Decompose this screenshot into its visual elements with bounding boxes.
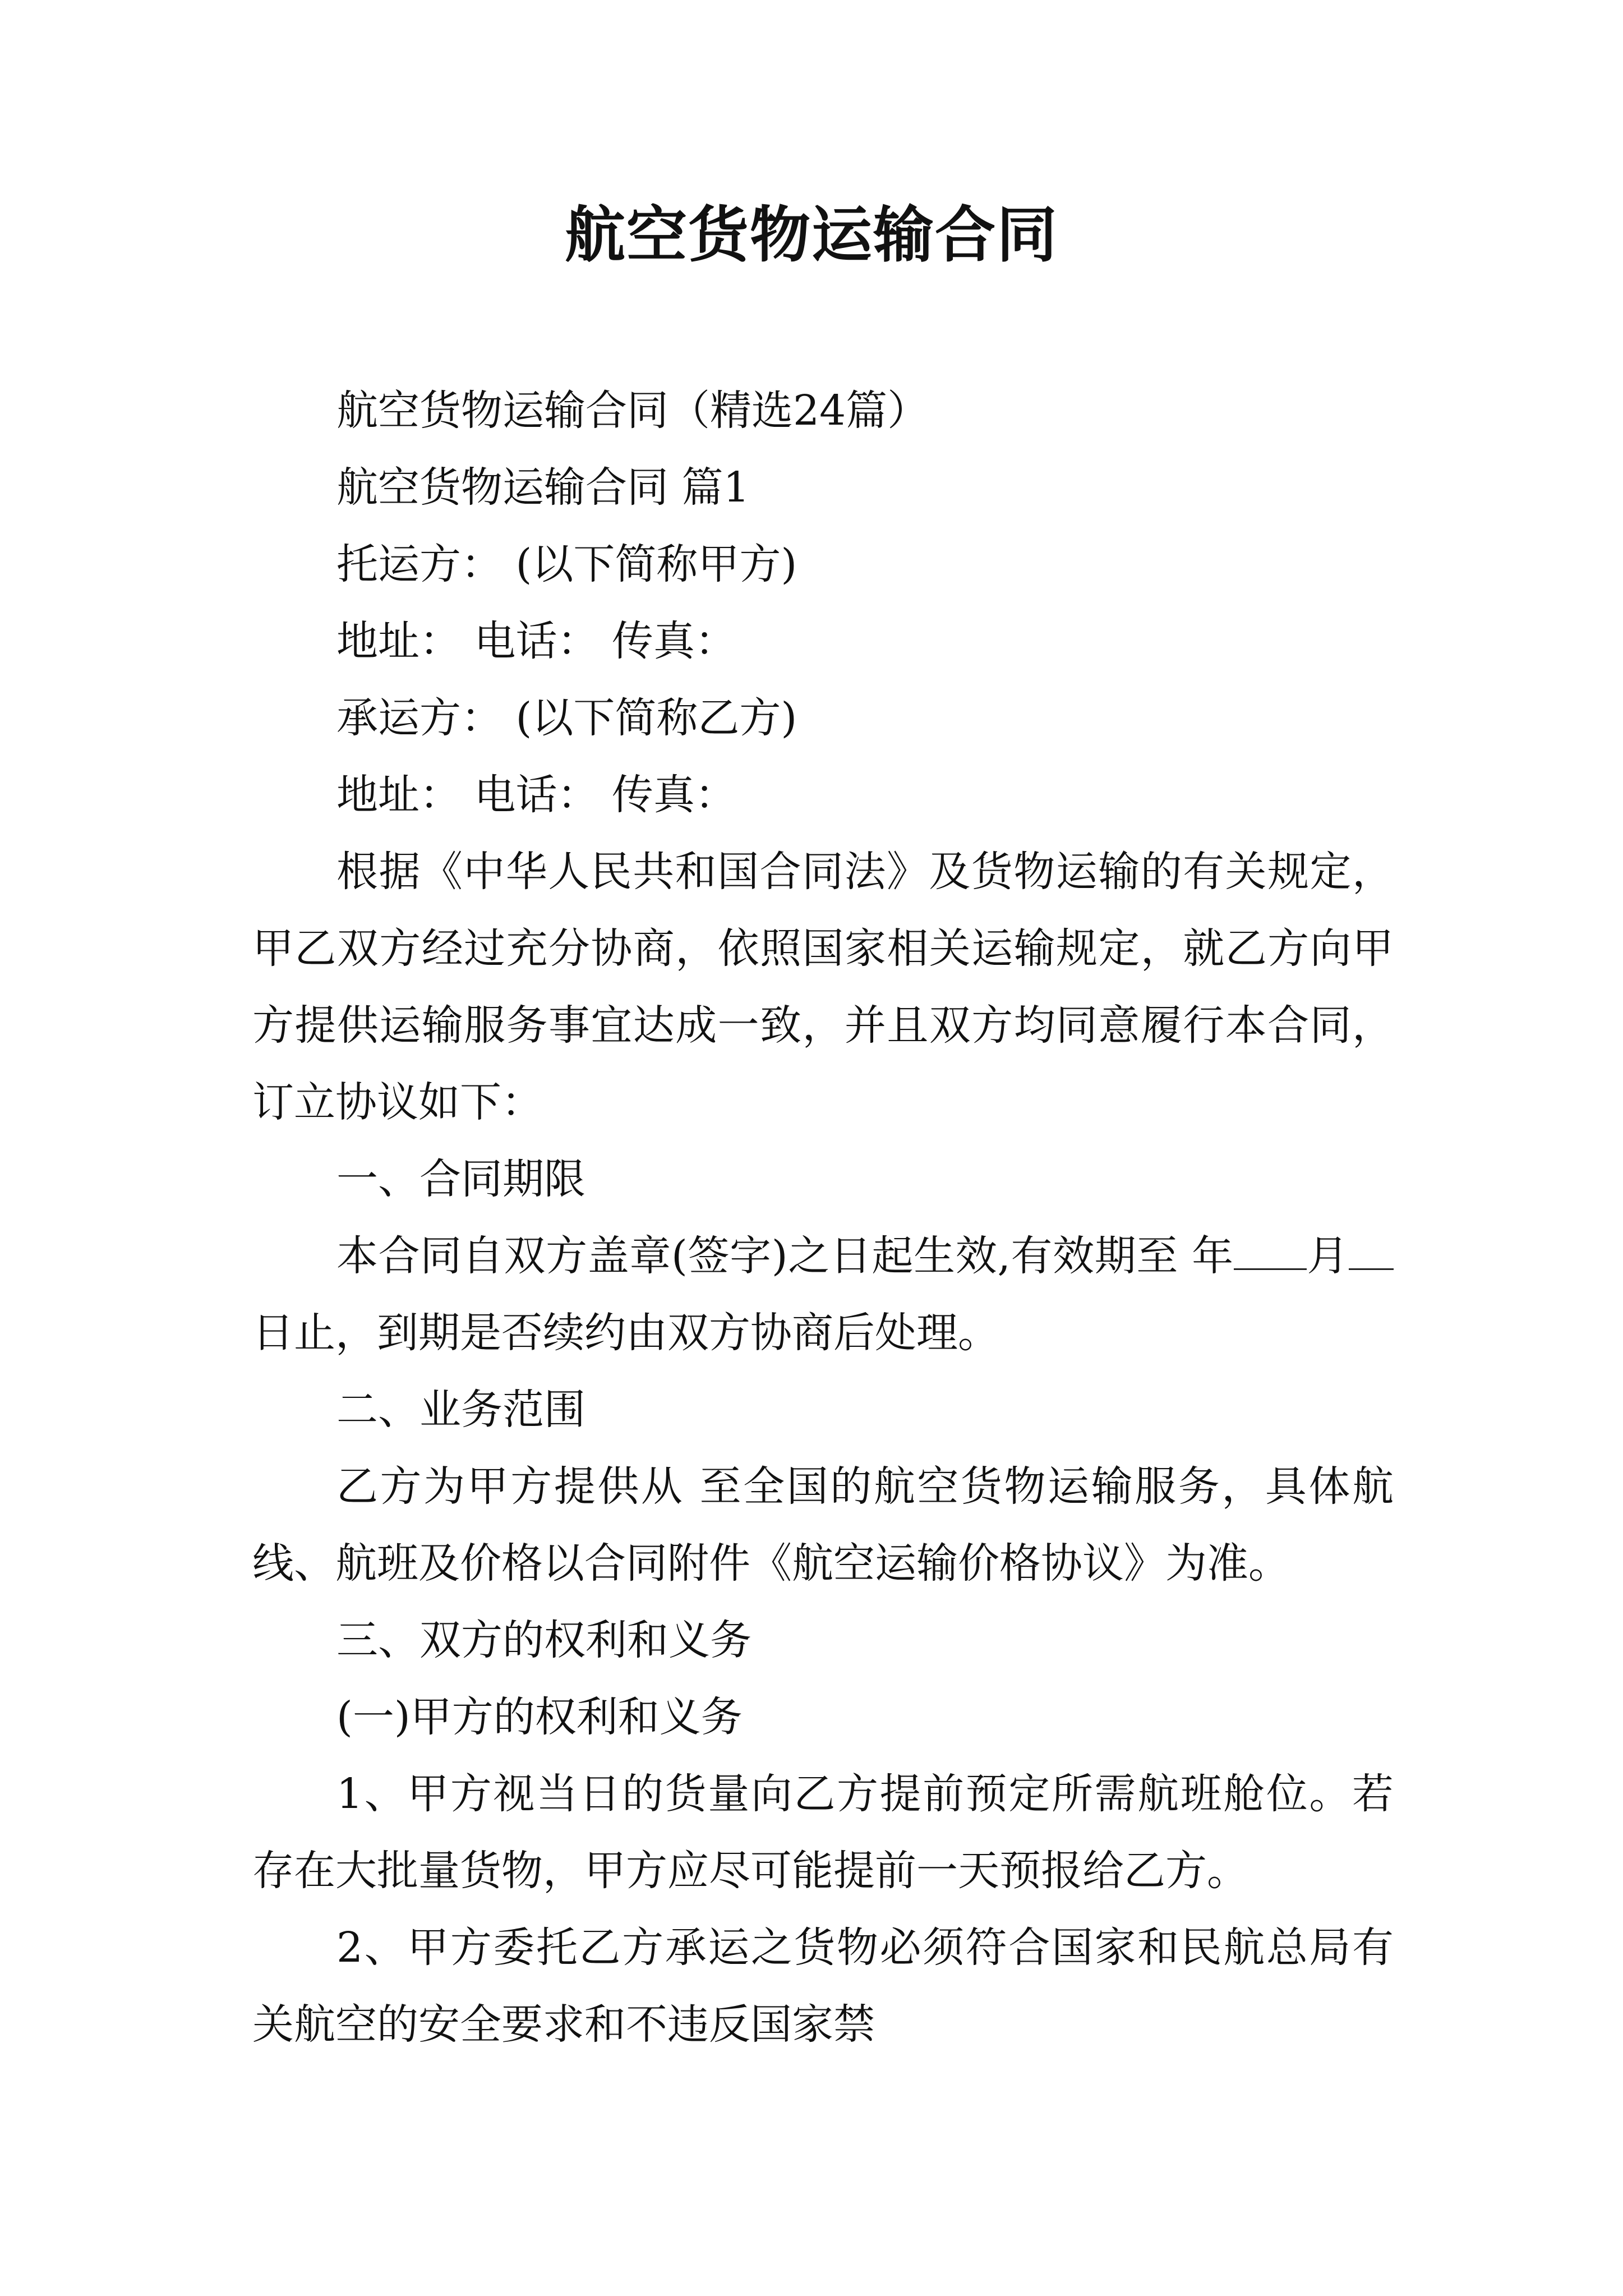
term-text-after-day: 日止，到期是否续约由双方协商后处理。 <box>252 1309 999 1357</box>
paragraph-section-heading: 航空货物运输合同 篇1 <box>336 463 750 512</box>
heading-business-scope: 二、业务范围 <box>336 1386 585 1434</box>
heading-contract-term: 一、合同期限 <box>336 1155 585 1203</box>
document-title: 航空货物运输合同 <box>564 200 1058 270</box>
term-text-month: 月 <box>1306 1232 1349 1280</box>
year-blank <box>1234 1229 1307 1270</box>
paragraph-carrier: 承运方： (以下简称乙方) <box>336 694 797 742</box>
document-body <box>252 372 1394 2063</box>
paragraph-clause-2: 2、甲方委托乙方承运之货物必须符合国家和民航总局有关航空的安全要求和不违反国家禁 <box>252 1924 1394 2049</box>
paragraph-shipper: 托运方： (以下简称甲方) <box>336 540 797 588</box>
term-text-before-year: 本合同自双方盖章(签字)之日起生效,有效期至 年 <box>336 1232 1234 1280</box>
paragraph-clause-1: 1、甲方视当日的货量向乙方提前预定所需航班舱位。若存在大批量货物，甲方应尽可能提前一天预报给乙方。 <box>252 1770 1394 1895</box>
month-blank <box>1349 1229 1394 1270</box>
heading-party-a-rights: (一)甲方的权利和义务 <box>336 1693 743 1741</box>
paragraph-business-scope: 乙方为甲方提供从 至全国的航空货物运输服务，具体航线、航班及价格以合同附件《航空运输价格协议》为准。 <box>252 1462 1394 1588</box>
paragraph-subtitle: 航空货物运输合同（精选24篇） <box>336 386 929 435</box>
paragraph-shipper-contact: 地址： 电话： 传真： <box>336 617 737 665</box>
paragraph-carrier-contact: 地址： 电话： 传真： <box>336 771 737 819</box>
paragraph-contract-term <box>252 1218 1394 1372</box>
heading-rights-obligations: 三、双方的权利和义务 <box>336 1616 751 1664</box>
paragraph-preamble: 根据《中华人民共和国合同法》及货物运输的有关规定，甲乙双方经过充分协商，依照国家相关运输规定，就乙方向甲方提供运输服务事宜达成一致，并且双方均同意履行本合同，订立协议如下： <box>252 848 1394 1126</box>
